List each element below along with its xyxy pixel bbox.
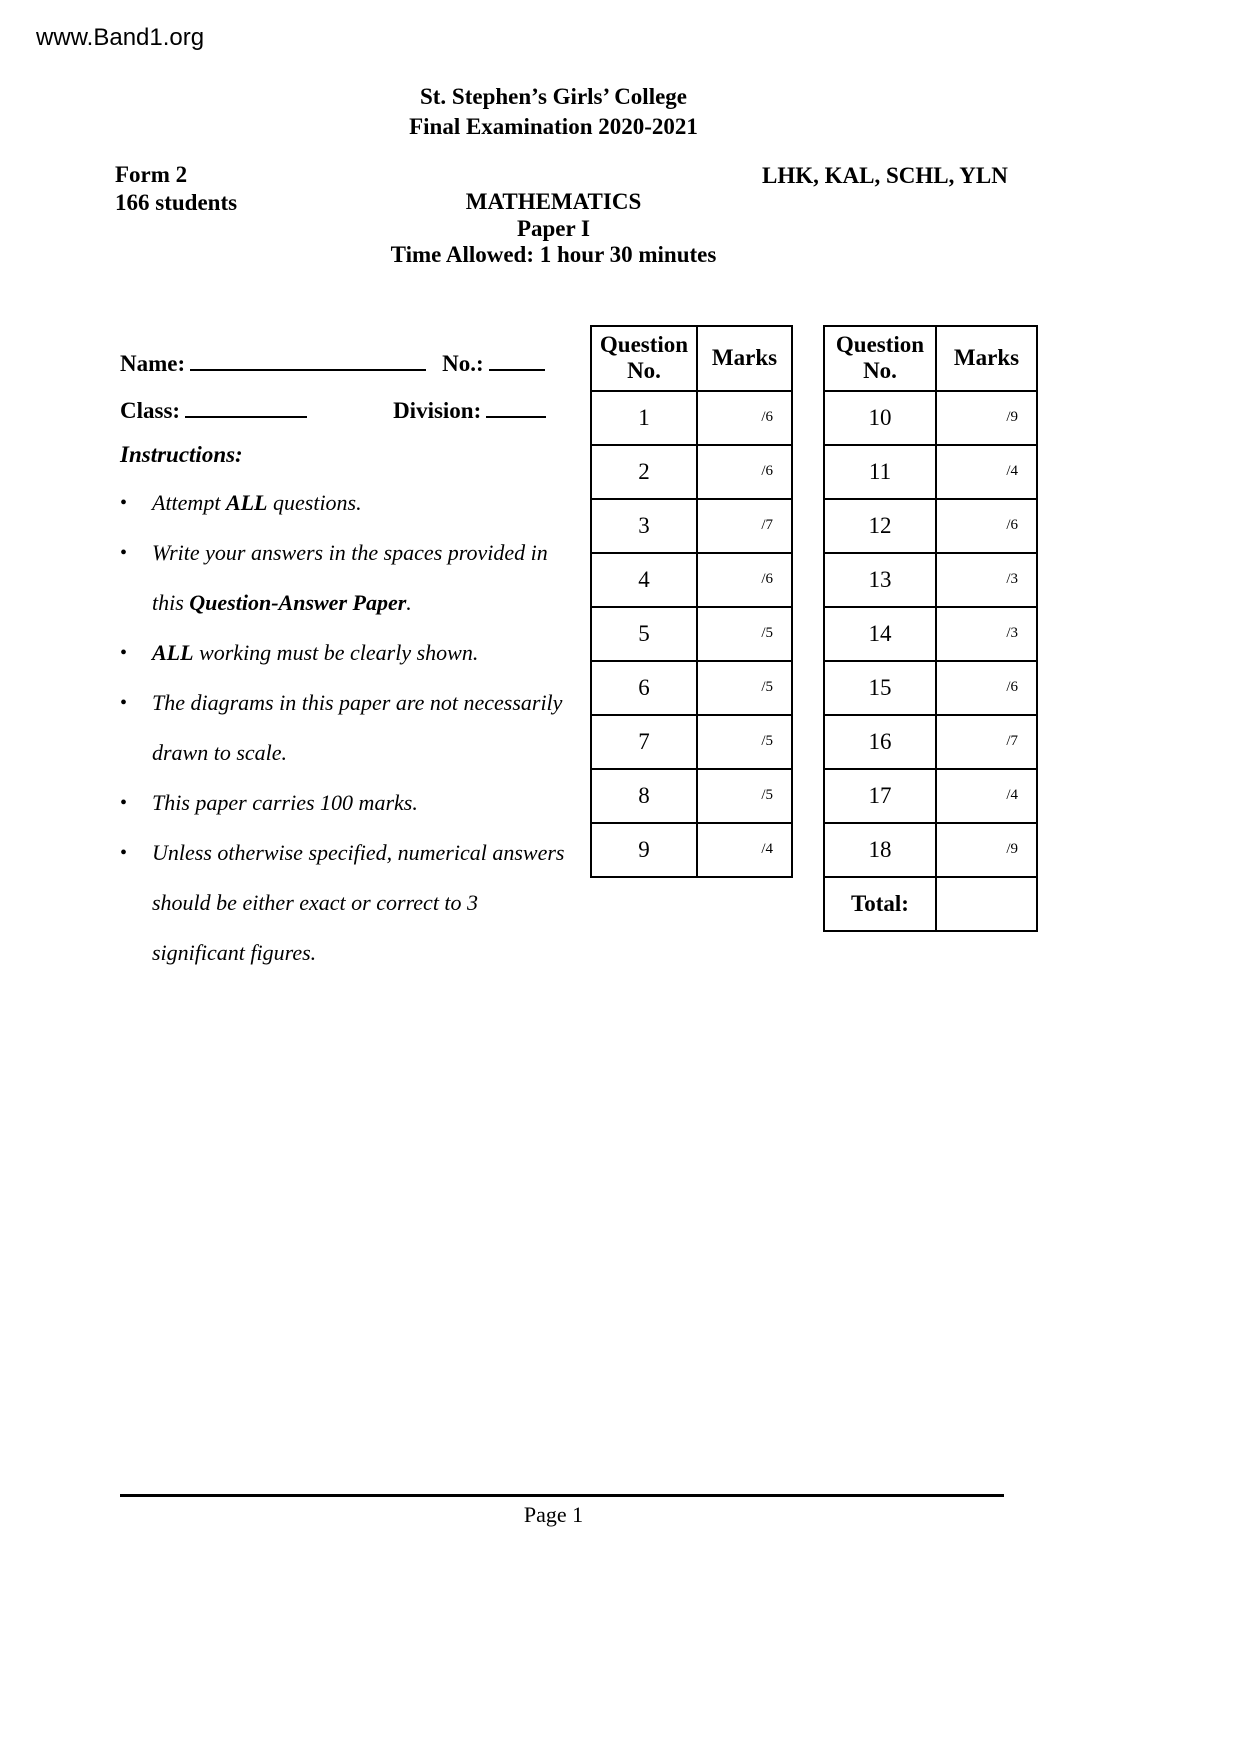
marks-header: Marks bbox=[697, 326, 792, 391]
class-division-row bbox=[120, 395, 580, 424]
marks-cell: /9 bbox=[936, 391, 1037, 445]
marks-cell: /4 bbox=[936, 445, 1037, 499]
marks-row bbox=[591, 445, 792, 499]
marks-row bbox=[591, 391, 792, 445]
marks-cell: /9 bbox=[936, 823, 1037, 877]
question-number-cell: 15 bbox=[824, 661, 936, 715]
marks-cell: /6 bbox=[936, 499, 1037, 553]
exam-title: Final Examination 2020-2021 bbox=[409, 114, 698, 139]
question-number-cell: 18 bbox=[824, 823, 936, 877]
instructions-list bbox=[120, 478, 568, 978]
page-number: Page 1 bbox=[523, 1502, 584, 1527]
marks-cell: /4 bbox=[936, 769, 1037, 823]
bullet-icon: • bbox=[120, 842, 128, 864]
school-name: St. Stephen’s Girls’ College bbox=[419, 84, 688, 109]
footer-divider bbox=[120, 1494, 1004, 1497]
instruction-item bbox=[120, 628, 568, 678]
paper-number: Paper I bbox=[516, 216, 591, 241]
subject-title: MATHEMATICS bbox=[465, 189, 642, 214]
marks-row bbox=[824, 769, 1037, 823]
instruction-item bbox=[120, 778, 568, 828]
marks-row bbox=[824, 823, 1037, 877]
marks-table-2-body bbox=[824, 391, 1037, 931]
marks-row bbox=[824, 445, 1037, 499]
marks-table-q1-9 bbox=[590, 325, 793, 878]
question-no-header: Question No. bbox=[824, 326, 936, 391]
total-marks-cell bbox=[936, 877, 1037, 931]
marks-cell: /6 bbox=[697, 553, 792, 607]
marks-cell: /4 bbox=[697, 823, 792, 877]
total-label-cell: Total: bbox=[824, 877, 936, 931]
instruction-text: Attempt ALL questions. bbox=[152, 490, 362, 515]
question-number-cell: 12 bbox=[824, 499, 936, 553]
no-blank-line bbox=[489, 348, 545, 371]
class-label: Class: bbox=[120, 398, 181, 423]
marks-cell: /5 bbox=[697, 715, 792, 769]
instruction-text: ALL working must be clearly shown. bbox=[152, 640, 479, 665]
bullet-icon: • bbox=[120, 792, 128, 814]
marks-cell: /6 bbox=[697, 445, 792, 499]
marks-table-q10-18 bbox=[823, 325, 1038, 932]
question-number-cell: 1 bbox=[591, 391, 697, 445]
instruction-text: This paper carries 100 marks. bbox=[152, 790, 418, 815]
marks-cell: /7 bbox=[936, 715, 1037, 769]
marks-header: Marks bbox=[936, 326, 1037, 391]
marks-row bbox=[824, 391, 1037, 445]
marks-row bbox=[824, 499, 1037, 553]
instruction-item bbox=[120, 528, 568, 628]
name-no-row bbox=[120, 348, 580, 377]
division-label: Division: bbox=[393, 398, 482, 423]
question-number-cell: 11 bbox=[824, 445, 936, 499]
marks-row bbox=[591, 553, 792, 607]
question-number-cell: 17 bbox=[824, 769, 936, 823]
marks-row bbox=[591, 715, 792, 769]
bullet-icon: • bbox=[120, 642, 128, 664]
question-number-cell: 4 bbox=[591, 553, 697, 607]
marks-row bbox=[824, 661, 1037, 715]
marks-cell: /5 bbox=[697, 769, 792, 823]
marks-row bbox=[824, 715, 1037, 769]
marks-row bbox=[824, 553, 1037, 607]
question-number-cell: 14 bbox=[824, 607, 936, 661]
question-no-header: Question No. bbox=[591, 326, 697, 391]
marks-row bbox=[591, 607, 792, 661]
marks-cell: /5 bbox=[697, 661, 792, 715]
marks-row bbox=[591, 499, 792, 553]
instructions-heading: Instructions: bbox=[120, 442, 243, 467]
students-count: 166 students bbox=[115, 190, 238, 215]
question-number-cell: 2 bbox=[591, 445, 697, 499]
instruction-text: Write your answers in the spaces provided in this Question-Answer Paper. bbox=[152, 540, 548, 615]
no-label: No.: bbox=[442, 351, 484, 376]
name-blank-line bbox=[190, 348, 426, 371]
marks-cell: /6 bbox=[936, 661, 1037, 715]
question-number-cell: 13 bbox=[824, 553, 936, 607]
question-number-cell: 7 bbox=[591, 715, 697, 769]
instruction-text: The diagrams in this paper are not necessarily drawn to scale. bbox=[152, 690, 563, 765]
instruction-item bbox=[120, 828, 568, 978]
marks-table-1-body bbox=[591, 391, 792, 877]
question-number-cell: 8 bbox=[591, 769, 697, 823]
teacher-codes: LHK, KAL, SCHL, YLN bbox=[762, 163, 1008, 188]
bullet-icon: • bbox=[120, 692, 128, 714]
question-number-cell: 9 bbox=[591, 823, 697, 877]
instruction-text: Unless otherwise specified, numerical answers should be either exact or correct to 3 significant figures. bbox=[152, 840, 565, 965]
bullet-icon: • bbox=[120, 542, 128, 564]
website-watermark: www.Band1.org bbox=[36, 24, 205, 51]
question-number-cell: 6 bbox=[591, 661, 697, 715]
marks-cell: /3 bbox=[936, 607, 1037, 661]
name-label: Name: bbox=[120, 351, 186, 376]
question-number-cell: 16 bbox=[824, 715, 936, 769]
marks-cell: /5 bbox=[697, 607, 792, 661]
marks-cell: /3 bbox=[936, 553, 1037, 607]
question-number-cell: 3 bbox=[591, 499, 697, 553]
total-row bbox=[824, 877, 1037, 931]
question-number-cell: 5 bbox=[591, 607, 697, 661]
marks-row bbox=[591, 769, 792, 823]
time-allowed: Time Allowed: 1 hour 30 minutes bbox=[390, 242, 717, 267]
marks-table-header-row bbox=[824, 326, 1037, 391]
division-blank-line bbox=[486, 395, 546, 418]
question-number-cell: 10 bbox=[824, 391, 936, 445]
marks-row bbox=[591, 661, 792, 715]
instruction-item bbox=[120, 478, 568, 528]
marks-cell: /6 bbox=[697, 391, 792, 445]
class-blank-line bbox=[185, 395, 307, 418]
instruction-item bbox=[120, 678, 568, 778]
marks-row bbox=[591, 823, 792, 877]
marks-cell: /7 bbox=[697, 499, 792, 553]
bullet-icon: • bbox=[120, 492, 128, 514]
marks-table-header-row bbox=[591, 326, 792, 391]
form-level: Form 2 bbox=[115, 162, 188, 187]
marks-row bbox=[824, 607, 1037, 661]
